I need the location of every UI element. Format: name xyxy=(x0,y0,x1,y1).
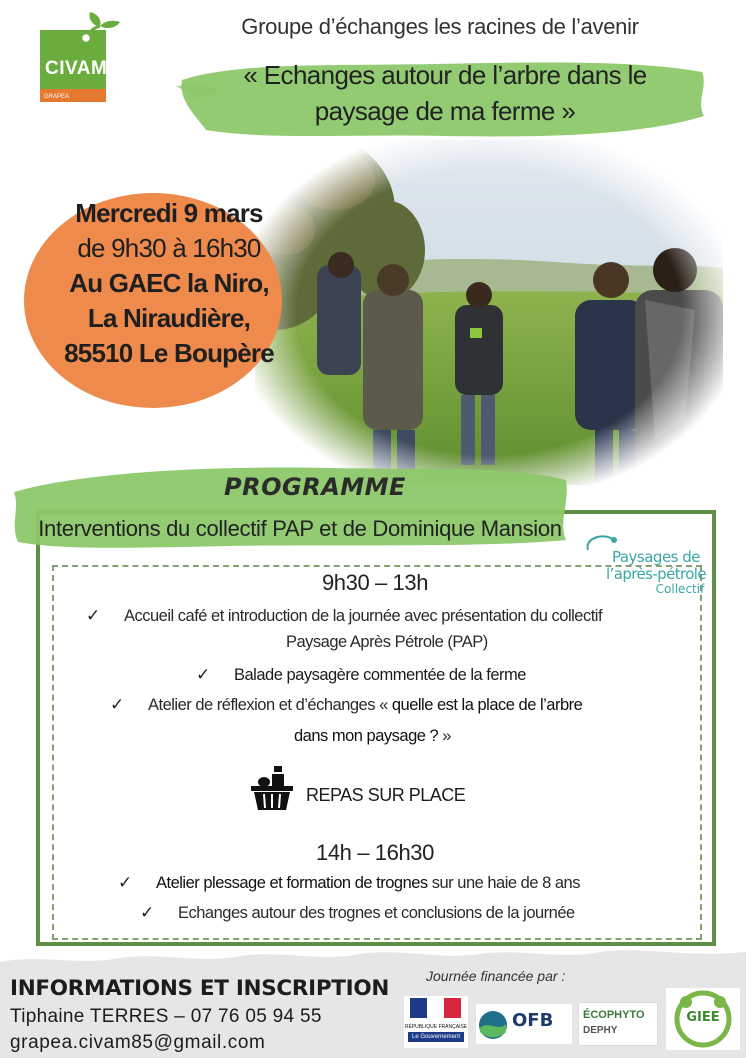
logo-name: CIVAM xyxy=(45,58,108,79)
contact-email[interactable]: grapea.civam85@gmail.com xyxy=(10,1032,266,1053)
giee-text: GIEE xyxy=(686,1010,720,1025)
event-place-farm: Au GAEC la Niro, xyxy=(69,268,269,298)
sprout-icon xyxy=(78,10,122,50)
afternoon-item1 xyxy=(156,874,580,893)
check-icon: ✓ xyxy=(196,665,211,685)
giee-logo xyxy=(666,988,740,1050)
programme-title: PROGRAMME xyxy=(224,473,406,501)
ofb-logo xyxy=(476,1004,572,1044)
group-name: Groupe d’échanges les racines de l’avenir xyxy=(241,14,639,39)
pap-logo-line1: Paysages de xyxy=(611,548,701,566)
morning-item1-line1: Accueil café et introduction de la journée avec présentation du collectif xyxy=(124,607,603,625)
event-details xyxy=(44,196,294,371)
programme-subtitle: Interventions du collectif PAP et de Dominique Mansion xyxy=(38,516,562,541)
farm-photo xyxy=(255,140,723,485)
morning-item3-question-end: dans mon paysage ? xyxy=(294,727,439,745)
event-date: Mercredi 9 mars xyxy=(75,198,263,228)
afternoon-item2: Echanges autour des trognes et conclusions de la journée xyxy=(178,904,575,922)
event-title xyxy=(200,57,690,129)
morning-item1-line2: Paysage Après Pétrole (PAP) xyxy=(286,633,488,651)
funding-label: Journée financée par : xyxy=(426,968,566,984)
event-title-line1: « Echanges autour de l’arbre dans le xyxy=(243,60,647,90)
french-flag-icon xyxy=(404,996,468,1020)
morning-item2: Balade paysagère commentée de la ferme xyxy=(234,666,526,684)
basket-icon xyxy=(250,764,294,812)
morning-item3-post: » xyxy=(438,727,451,745)
check-icon: ✓ xyxy=(140,903,155,923)
dephy-text: DEPHY xyxy=(583,1025,618,1036)
info-title: INFORMATIONS ET INSCRIPTION xyxy=(10,976,390,1001)
check-icon: ✓ xyxy=(110,695,125,715)
contact-phone: Tiphaine TERRES – 07 76 05 94 55 xyxy=(10,1006,322,1027)
logo-sub: GRAPEA xyxy=(44,94,70,100)
meal-label: REPAS SUR PLACE xyxy=(306,785,466,805)
gouvernement-text: Le Gouvernement xyxy=(408,1032,464,1042)
morning-item3-line1 xyxy=(148,696,582,715)
pap-logo-line3: Collectif xyxy=(655,582,705,596)
ecophyto-logo xyxy=(578,1002,658,1046)
afternoon-time: 14h – 16h30 xyxy=(316,840,434,865)
morning-item3-pre: Atelier de réflexion et d’échanges « xyxy=(148,696,392,714)
morning-item3-line2 xyxy=(294,727,451,746)
event-title-line2: paysage de ma ferme » xyxy=(314,96,576,126)
afternoon-item1-bold: Atelier plessage et formation de trognes xyxy=(156,874,428,892)
event-hours: de 9h30 à 16h30 xyxy=(77,233,261,263)
ecophyto-text: ÉCOPHYTO xyxy=(583,1009,645,1021)
event-place-town: 85510 Le Boupère xyxy=(64,338,274,368)
ofb-emblem-icon xyxy=(478,1010,508,1040)
rf-text: RÉPUBLIQUE FRANÇAISE xyxy=(404,1024,468,1030)
check-icon: ✓ xyxy=(118,873,133,893)
event-place-locality: La Niraudière, xyxy=(87,303,251,333)
morning-time: 9h30 – 13h xyxy=(321,570,429,595)
ofb-text: OFB xyxy=(512,1010,554,1031)
republique-francaise-logo xyxy=(404,996,468,1048)
pap-logo-line2: l’après-pétrole xyxy=(606,565,706,583)
afternoon-item1-rest: sur une haie de 8 ans xyxy=(427,874,580,892)
check-icon: ✓ xyxy=(86,606,101,626)
morning-item3-question: quelle est la place de l’arbre xyxy=(391,696,583,714)
